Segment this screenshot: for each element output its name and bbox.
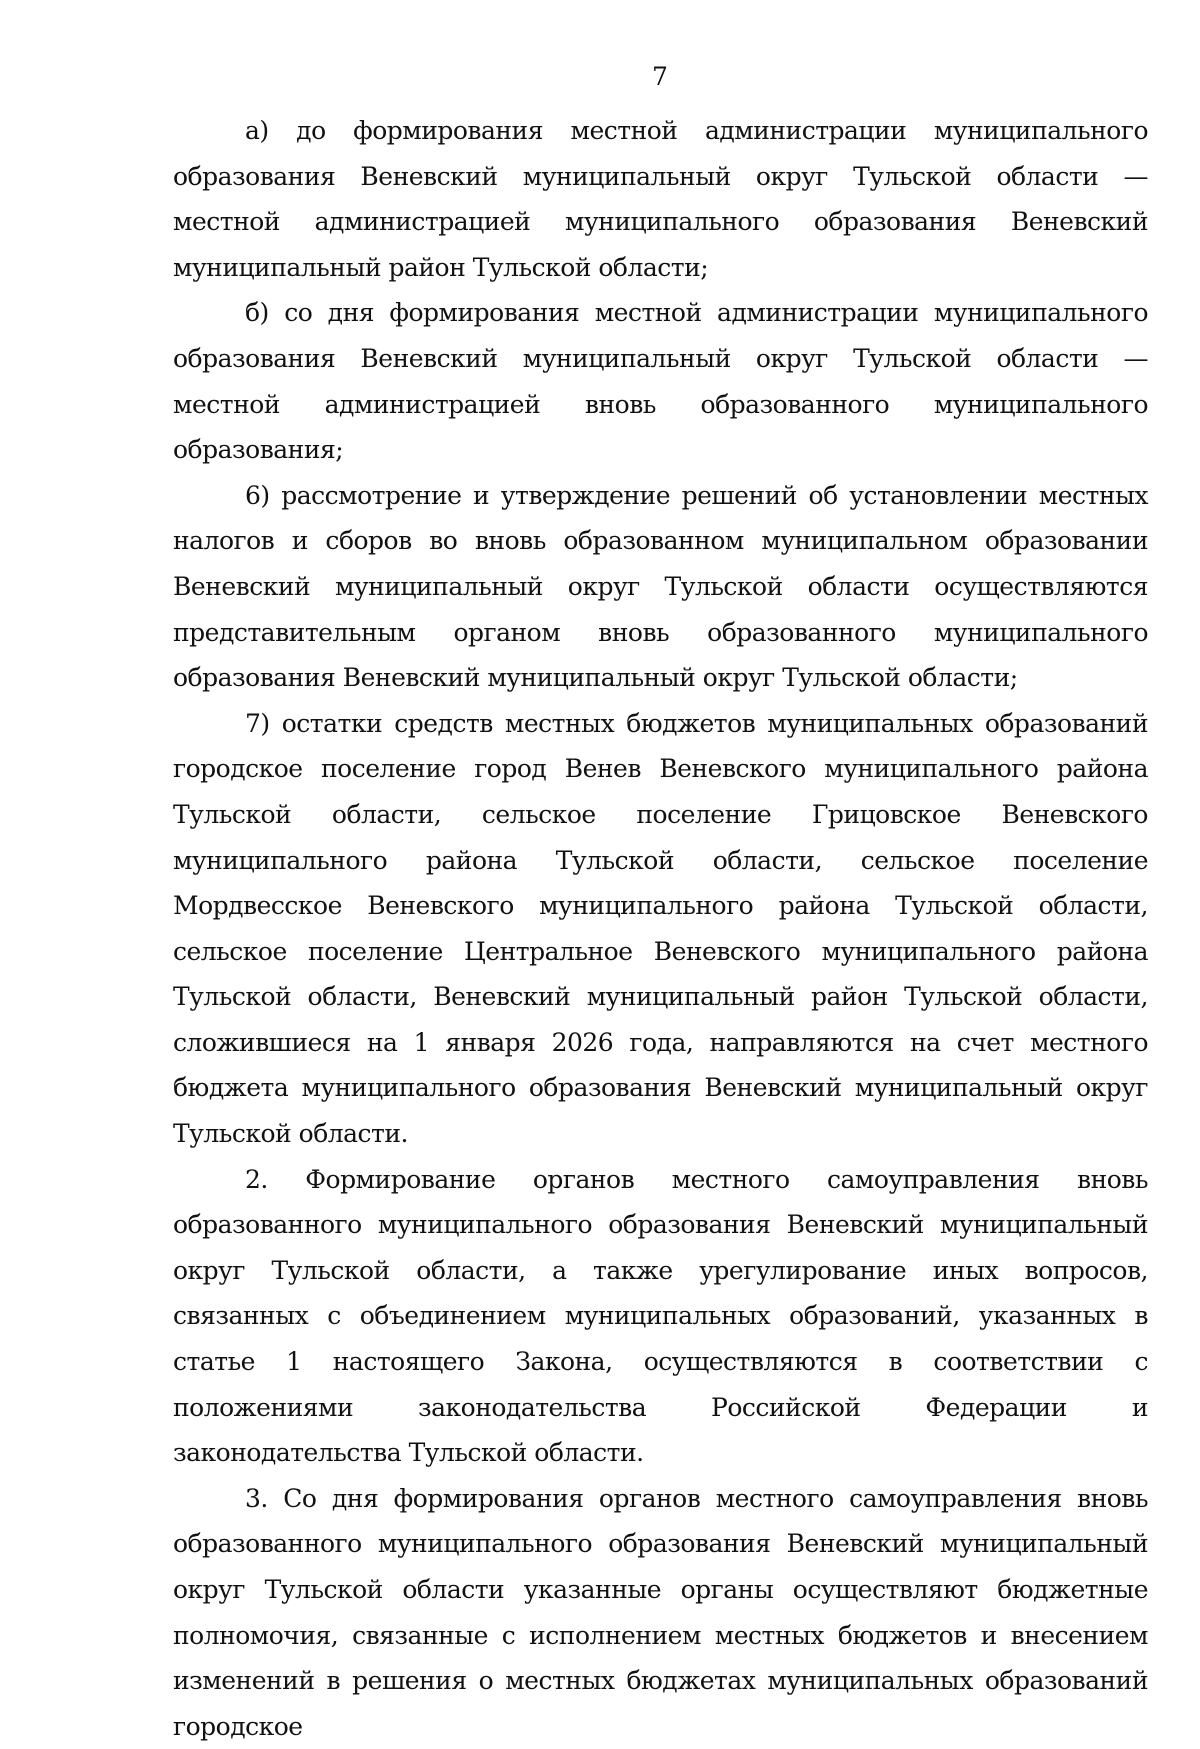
- text-line: Тульской области, сельское поселение Грицовское Веневского муниципального: [173, 799, 1148, 875]
- text-line: район Тульской области;: [388, 252, 709, 282]
- text-line: Веневский муниципальный округ Тульской области.: [173, 1073, 1148, 1149]
- page-number: 7: [652, 62, 668, 91]
- paragraph-3: [173, 1476, 1148, 1749]
- text-line: муниципальный район Тульской области, сложившиеся на 1 января 2026 года,: [173, 982, 1148, 1057]
- text-line: муниципального образования Веневский муниципальный округ Тульской: [173, 1210, 1148, 1285]
- text-line: образования Веневский муниципальный округ Тульской области — местной: [173, 161, 1148, 237]
- paragraph-b: [173, 290, 1148, 472]
- text-line: Веневского муниципального района Тульской области, Веневский: [173, 936, 1148, 1012]
- text-line: Федерации и законодательства Тульской области.: [173, 1392, 1148, 1468]
- text-line: Веневский муниципальный округ Тульской области осуществляются: [173, 571, 1148, 601]
- text-line: направляются на счет местного бюджета муниципального образования: [173, 1027, 1148, 1103]
- text-line: связанные с исполнением местных бюджетов и внесением изменений в: [173, 1620, 1148, 1696]
- paragraph-2: [173, 1157, 1148, 1476]
- text-line: образованного муниципального образования Веневский муниципальный округ: [173, 1529, 1148, 1604]
- text-line: 6) рассмотрение и утверждение решений об установлении местных: [245, 480, 1148, 510]
- text-line: представительным органом вновь образованного муниципального образования: [173, 617, 1148, 693]
- text-line: 3. Со дня формирования органов местного самоуправления вновь: [245, 1483, 1148, 1513]
- text-line: 7) остатки средств местных бюджетов муниципальных образований: [245, 708, 1148, 738]
- text-line: налогов и сборов во вновь образованном муниципальном образовании: [173, 526, 1148, 556]
- text-line: муниципальных образований, указанных в статье 1 настоящего Закона,: [173, 1301, 1148, 1377]
- paragraph-6: [173, 473, 1148, 701]
- text-line: 2. Формирование органов местного самоуправления вновь образованного: [173, 1164, 1148, 1240]
- paragraph-a: [173, 108, 1148, 290]
- text-line: области, а также урегулирование иных вопросов, связанных с объединением: [173, 1255, 1149, 1331]
- document-body: [173, 108, 1148, 1749]
- text-line: Веневский муниципальный округ Тульской области;: [342, 663, 1018, 693]
- text-line: городское поселение город Венев Веневского муниципального района: [173, 754, 1148, 784]
- text-line: образования Веневский муниципальный округ Тульской области — местной: [173, 343, 1148, 419]
- text-line: Тульской области указанные органы осуществляют бюджетные полномочия,: [173, 1575, 1148, 1650]
- text-line: администрацией вновь образованного муниципального образования;: [173, 389, 1148, 465]
- text-line: муниципального района Тульской области, сельское поселение Центральное: [173, 891, 1148, 966]
- text-line: решения о местных бюджетах муниципальных образований городское: [173, 1666, 1149, 1741]
- text-line: района Тульской области, сельское поселение Мордвесское Веневского: [173, 845, 1149, 921]
- text-line: а) до формирования местной администрации муниципального: [245, 116, 1148, 145]
- text-line: осуществляются в соответствии с положениями законодательства Российской: [173, 1347, 1148, 1422]
- paragraph-7: [173, 701, 1148, 1157]
- text-line: б) со дня формирования местной администрации муниципального: [245, 298, 1148, 328]
- text-line: администрацией муниципального образования Веневский муниципальный: [173, 207, 1148, 282]
